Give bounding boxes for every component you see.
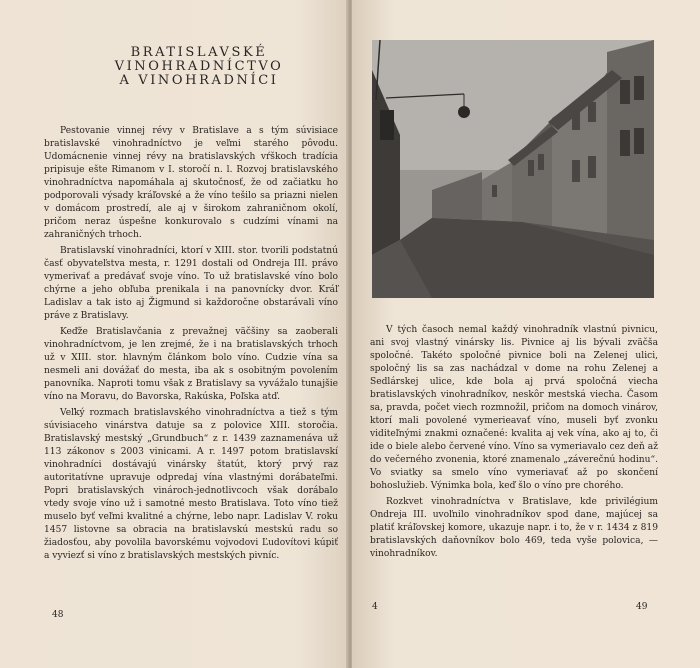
right-paragraph-1: V tých časoch nemal každý vinohradník vlastnú pivnicu, ani svoj vlastný vinársky lis. Pivnice aj lis bývali zväčša spoločné. Takéto spoločné pivnice boli na Zelenej ulici, spoločný lis sa zas nachádzal v dome na rohu Zelenej a Sedlárskej ulice, kde bola aj prvá spoločná viecha bratislavských vinohradníkov, neskôr mestská viecha. Časom sa, pravda, počet viech rozmnožil, pričom na domoch vinárov, ktorí mali povolené vymerieavať víno, museli byť zvonku viditeľnými znakmi označené: kvalita aj vek vína, ako aj to, či ide o biele alebo červené víno. Víno sa vymeriavalo cez deň až do večerného zvonenia, ktoré znamenalo „záverečnú hodinu“. Vo sviatky sa smelo víno vymeriavať až po skončení bohoslužieb. Výnimka bola, keď šlo o víno pre chorého. (370, 325, 658, 491)
chapter-title (80, 46, 318, 88)
title-line-2: VINOHRADNÍCTVO (114, 59, 284, 74)
left-paragraph-1: Pestovanie vinnej révy v Bratislave a s tým súvisiace bratislavské vinohradníctvo je veľmi starého pôvodu. Udomácnenie vinnej révy na bratislavských vŕškoch tradícia pripisuje ešte Rimanom v I. storočí n. l. Rozvoj bratislavského vinohradníctva napomáhala aj skutočnosť, že od začiatku ho podporovali výsady kráľovské a že víno tešilo sa priazni nielen v domácom prostredí, ale aj v širokom zahraničnom okolí, pričom neraz úspešne konkurovalo s cudzími vínami na zahraničných trhoch. (44, 126, 338, 240)
signature-mark: 4 (372, 602, 378, 612)
page-number-left: 48 (52, 610, 64, 620)
left-paragraph-2: Bratislavskí vinohradníci, ktorí v XIII. stor. tvorili podstatnú časť obyvateľstva mesta, r. 1291 dostali od Ondreja III. právo vymerivať a predávať svoje víno. To už bratislavské víno bolo chýrne a jeho obľuba prenikala i na panovnícky dvor. Kráľ Ladislav a tak isto aj Žigmund si každoročne obstarávali víno práve z Bratislavy. (44, 246, 338, 321)
right-paragraph-2: Rozkvet vinohradníctva v Bratislave, kde privilégium Ondreja III. uvoľnilo vinohradníkov spod dane, majúcej sa platiť kráľovskej komore, ukazuje napr. i to, že v r. 1434 z 819 bratislavských daňovníkov bolo 469, teda vyše polovica, — vinohradníkov. (370, 497, 658, 559)
page-number-right: 49 (636, 602, 648, 612)
left-page (0, 0, 348, 668)
left-paragraph-4: Veľký rozmach bratislavského vinohradníctva a tiež s tým súvisiaceho vinárstva datuje sa z polovice XIII. storočia. Bratislavský mestský „Grundbuch“ z r. 1439 zaznamenáva už 113 zákonov s 2003 vinicami. A r. 1497 potom bratislavskí vinohradníci dostávajú vinársky štatút, ktorý prvý raz autoritatívne upravuje odpredaj vína vlastnými dorábateľmi. Popri bratislavských vinároch-jednotlivcoch však dorábalo vtedy svoje víno už i samotné mesto Bratislava. Toto víno tiež muselo byť veľmi kvalitné a chýrne, lebo napr. Ladislav V. roku 1457 listovne sa obracia na bratislavskú mestskú radu so žiadosťou, aby povolila bavorskému vojvodovi Ľudovítovi kúpiť a vyviezť si víno z bratislavských mestských pivníc. (44, 408, 338, 561)
title-line-3: A VINOHRADNÍCI (119, 73, 279, 88)
left-paragraph-3: Keďže Bratislavčania z prevažnej väčšiny sa zaoberali vinohradníctvom, je len zrejmé, že i na bratislavských trhoch už v XIII. stor. hlavným článkom bolo víno. Cudzie vína sa nesmeli ani dovážať do mesta, iba ak s osobitným povolením panovníka. Naproti tomu však z Bratislavy sa vyvážalo tunajšie víno na Moravu, do Bavorska, Rakúska, Poľska atď. (44, 327, 338, 402)
left-body-text (44, 125, 338, 566)
right-body-text (370, 324, 658, 564)
street-photo-image (372, 40, 654, 298)
street-photograph (372, 40, 654, 298)
title-line-1: BRATISLAVSKÉ (130, 45, 268, 60)
